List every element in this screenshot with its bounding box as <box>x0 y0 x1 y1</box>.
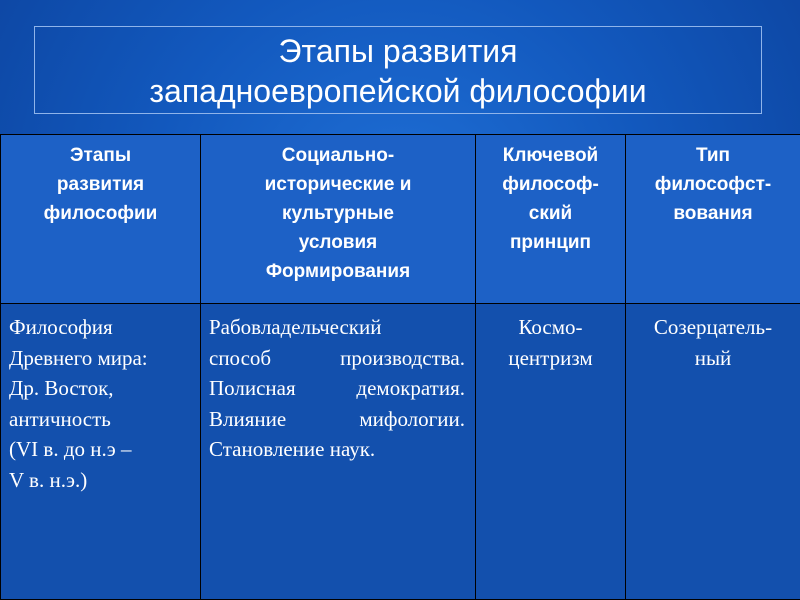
cell-principle-line: Космо- <box>518 315 583 339</box>
table-header-row <box>1 135 800 304</box>
cell-stage-line: античность <box>9 406 111 431</box>
title-box <box>34 26 762 114</box>
cell-type-line: Созерцатель- <box>653 315 773 339</box>
cell-type <box>626 304 800 600</box>
cell-conditions-line: Влияние мифологии. <box>209 406 465 431</box>
header-stages <box>1 135 201 304</box>
header-stages-line: развития <box>56 174 145 195</box>
cell-stage-line: (VI в. до н.э – <box>9 437 132 461</box>
header-type-line: философст- <box>654 174 772 195</box>
page-title-line-2: западноевропейской философии <box>149 73 647 109</box>
header-conditions <box>201 135 476 304</box>
cell-principle <box>476 304 626 600</box>
cell-stage-line: Др. Восток, <box>9 376 114 400</box>
cell-conditions-line: Полисная демократия. <box>209 376 465 400</box>
cell-stage-line: V в. н.э.) <box>9 467 88 492</box>
cell-conditions-line: способ производства. <box>209 345 465 370</box>
table-row <box>1 304 800 600</box>
cell-conditions-line: Становление наук. <box>209 437 376 461</box>
header-conditions-line: исторические и <box>264 174 412 195</box>
header-conditions-line: Формирования <box>265 261 411 282</box>
cell-stage <box>1 304 201 600</box>
header-type-line: вования <box>673 203 753 224</box>
header-conditions-line: Социально- <box>281 145 395 166</box>
header-principle <box>476 135 626 304</box>
header-conditions-line: условия <box>298 232 378 253</box>
header-stages-line: философии <box>43 203 158 224</box>
cell-stage-line: Древнего мира: <box>9 345 148 370</box>
header-type-line: Тип <box>695 145 731 166</box>
cell-conditions <box>201 304 476 600</box>
page-title-line-1: Этапы развития <box>278 33 518 69</box>
header-principle-line: принцип <box>509 232 592 253</box>
cell-conditions-line: Рабовладельческий <box>209 315 382 339</box>
cell-principle-line: центризм <box>508 345 593 370</box>
header-type <box>626 135 800 304</box>
cell-type-line: ный <box>694 345 732 370</box>
header-conditions-line: культурные <box>282 203 394 224</box>
stages-table <box>0 134 800 600</box>
header-principle-line: философ- <box>502 174 599 195</box>
header-principle-line: Ключевой <box>502 145 599 166</box>
header-principle-line: ский <box>528 203 573 224</box>
header-stages-line: Этапы <box>69 145 132 166</box>
cell-stage-line: Философия <box>9 315 113 339</box>
